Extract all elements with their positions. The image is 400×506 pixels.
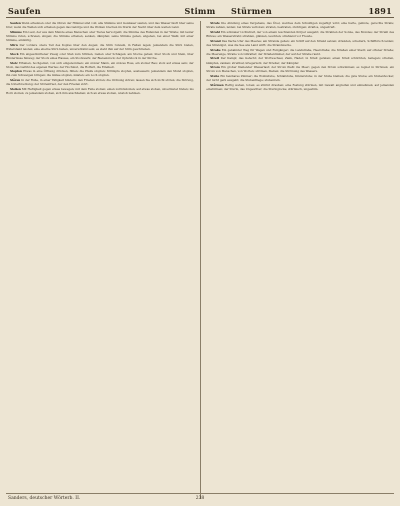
- column-divider: [200, 21, 201, 499]
- sheet-number: 238: [195, 495, 205, 501]
- dictionary-entry: [6, 30, 194, 42]
- dictionary-entry: [206, 39, 394, 47]
- entry-text: Der vordere obere Teil des Kopfes über den Augen; die Stirn runzeln, in Falten legen; jemandem die Stirn bieten, Widerstand leisten; eine eherne Stirn haben, unverschämt sein; es steht ihm auf der Stirn geschrieben.: [6, 42, 194, 51]
- entry-text: Mit Heftigkeit gegen etwas bewegen; mit dem Fuße stoßen; einen zurückstoßen; auf etwas stoßen, unvermutet finden; ins Horn stoßen; zu jemandem stoßen, sich ihm anschließen; sich an etwas stoßen, Anstoß nehmen.: [6, 87, 194, 96]
- dictionary-entry: [6, 69, 194, 77]
- entry-text: Ein gebahnter Weg für Wagen und Fußgänger; die Landstraße, Heerstraße; die Straßen einer Stadt; auf offener Straße; die Meerenge, Straße von Gibraltar; der Straßenräuber, der auf der Straße raubt.: [206, 47, 394, 56]
- entry-text: Ein Laut, der aus dem Munde eines Menschen oder Tieres hervorgeht; die Stimme des Rufenden in der Wüste; mit lauter Stimme rufen, schreien, singen; die Stimme erheben, senken, dämpfen; seine Stimme geben, abgeben, bei einer Wahl; mit einer Stimme, einmütig.: [6, 29, 194, 43]
- header-center-term: Stimm: [184, 6, 216, 16]
- right-column: [206, 21, 394, 499]
- entry-text: Das flache Ufer des Meeres; am Strande gehen; ein Schiff auf den Strand setzen; stranden, scheitern, Schiffbruch leiden; das Strandgut, was die See ans Land wirft; die Strandwache.: [206, 38, 394, 47]
- entry-text: Der Kampf, das Gefecht; der Wortwechsel, Zank, Hader; in Streit geraten; einen Streit schlichten, beilegen; streiten, kämpfen, zanken; streitbar, kriegerisch; der Streiter, der Kämpfer.: [206, 56, 394, 65]
- entry-lemma: Strom: [210, 65, 220, 70]
- entry-lemma: Strahl: [210, 29, 220, 34]
- entry-lemma: Saufen: [10, 21, 21, 25]
- entry-text: Etwas in eine Öffnung drücken, füllen; die Pfeife stopfen; Strümpfe stopfen, ausbessern; jemandem den Mund stopfen, ihn zum Schweigen bringen; die Gänse stopfen, mästen; ein Loch stopfen.: [6, 69, 194, 78]
- entry-lemma: Stock: [10, 51, 19, 56]
- entry-lemma: Stolz: [10, 60, 18, 65]
- entry-text: Die Ahndung eines Vergehens, das Übel, welches dem Schuldigen zugefügt wird; eine harte, gelinde, gerechte Strafe; Strafe zahlen, leiden; bei Strafe verboten; strafen, bestrafen, züchtigen; straflos, ungestraft.: [206, 21, 394, 30]
- entry-text: Ein schmaler Lichtstreif, der von einem leuchtenden Körper ausgeht; die Strahlen der Sonne, des Mondes; der Strahl des Blitzes; ein Wasserstrahl; strahlen, glänzen, leuchten; strahlend vor Freude.: [206, 29, 394, 38]
- page-number: 1891: [368, 6, 392, 16]
- entry-lemma: Stören: [10, 78, 21, 83]
- entry-lemma: Streit: [210, 56, 220, 61]
- dictionary-entry: [6, 52, 194, 60]
- dictionary-entry: [6, 87, 194, 95]
- dictionary-entry: [206, 21, 394, 29]
- printer-signature: Sanders, deutscher Wörterb. II.: [8, 495, 81, 501]
- dictionary-entry: [206, 74, 394, 82]
- header-left-term: Saufen: [8, 6, 41, 16]
- header-right-term: Stürmen: [231, 6, 273, 16]
- entry-lemma: Strand: [210, 38, 221, 43]
- entry-lemma: Strafe: [210, 21, 220, 25]
- page-header: [6, 5, 394, 18]
- entry-lemma: Stimme: [10, 29, 22, 34]
- dictionary-entry: [206, 30, 394, 38]
- entry-lemma: Stürmen: [210, 82, 224, 87]
- dictionary-entry: [6, 78, 194, 86]
- text-columns: [6, 21, 394, 499]
- dictionary-entry: [206, 65, 394, 73]
- entry-text: In der Ruhe, in einer Tätigkeit hindern; den Frieden stören; die Ordnung stören; lassen Sie sich nicht stören; die Störung, die Unterbrechung; der Störenfried, der den Frieden stört.: [6, 78, 194, 87]
- entry-lemma: Stoßen: [10, 87, 21, 92]
- page-footer: [6, 493, 394, 502]
- dictionary-entry: [206, 83, 394, 91]
- dictionary-entry: [6, 61, 194, 69]
- entry-lemma: Stirn: [10, 42, 18, 47]
- dictionary-entry: [206, 48, 394, 56]
- entry-lemma: Straße: [210, 47, 221, 52]
- entry-text: Erhaben, hochgemut, von sich eingenommen; ein stolzer Mann, ein stolzes Ross, ein stolzer Bau; stolz auf etwas sein; der Stolz, das Gefühl des eigenen Wertes; der Hochmut, die Hoffart, die Eitelkeit.: [6, 60, 194, 69]
- dictionary-entry: [6, 21, 194, 29]
- entry-text: Ein abgeschnittener Zweig oder Stab zum Stützen, Gehen oder Schlagen; am Stocke gehen; über Stock und Stein, über Hindernisse hinweg; der Stock eines Hauses, ein Stockwerk; der Bienenstock; der Opferstock in der Kirche.: [6, 51, 194, 60]
- entry-text: Heftig wehen, toben; es stürmt draußen; eine Festung stürmen, mit Gewalt angreifen und einnehmen; auf jemanden einstürmen; der Sturm, das Ungewitter; die Sturmglocke; stürmisch, ungestüm.: [206, 82, 394, 92]
- entry-text: Ein großer fließender Wasserlauf; der Strom fließt ins Meer; gegen den Strom schwimmen; es regnet in Strömen; ein Strom von Menschen, von Worten; strömen, fließen; die Strömung des Wassers.: [206, 65, 394, 74]
- dictionary-entry: [6, 43, 194, 51]
- entry-text: Wenn erkennen oder die Ohren der Himmel sind voll; alle Stämme und Gewässer saufen, und das Wasser läuft über seine Ufer, wenn die Wellen sich erheben gegen das Gebirge und die Wolken brechen im Sturm der Nacht über dem weiten Land.: [6, 21, 194, 30]
- entry-lemma: Stube: [210, 74, 220, 79]
- entry-text: Ein heizbares Zimmer; die Wohnstube, Schlafstube, Kinderstube; in der Stube bleiben; die gute Stube; ein Stubenhocker, der nicht gern ausgeht; die Stubenfliege; stubenrein.: [206, 74, 394, 83]
- dictionary-entry: [206, 56, 394, 64]
- entry-lemma: Stopfen: [10, 69, 22, 74]
- left-column: [6, 21, 194, 499]
